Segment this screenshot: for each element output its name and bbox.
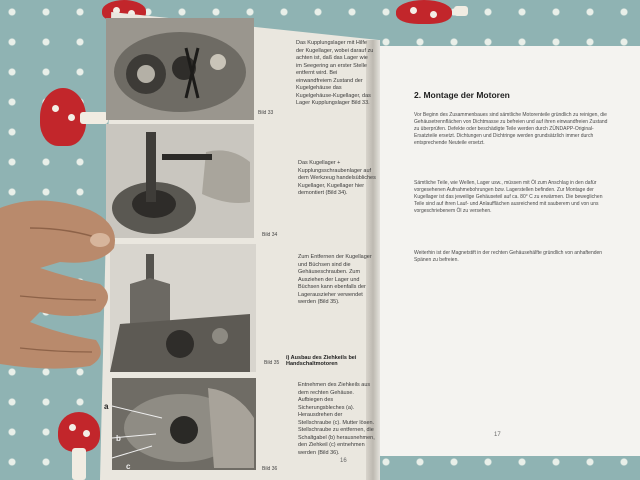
text-para-34: Das Kugellager + Kupplungsschraubenlager auf dem Werkzeug handelsübliches Kugellager, Kugellager hier demontiert (Bild 34). [298,160,376,196]
bearing-puller-image [110,244,256,372]
text-para-33: Das Kupplungslager mit Hilfe der Kugellager, wobei darauf zu achten ist, daß das Lager wie im Seegering an erster Stelle entfernt wird. Bei einwandfreiem Zustand der Kugelgehäuse das Kugelgehäuse-Kugellager, das Lager Kupplungslager Bild 33. [296,40,374,106]
page-number-right: 17 [494,432,501,438]
figure-35-photo [110,244,256,372]
label-b: b [116,434,121,443]
figure-33-photo [106,18,254,120]
figure-34-photo [106,124,254,238]
text-para-35: Zum Entfernen der Kugellager und Büchsen sind die Gehäuseschrauben. Zum Ausziehen der Lager und Büchsen kann ebenfalls der Lagerauszieher verwendet werden (Bild 35). [298,254,372,305]
text-para-36: Entnehmen des Ziehkeils aus dem rechten Gehäuse. Aufbiegen des Sicherungsbleches (a). Herausdrehen der Stellschraube (c). Mutter lösen. Stellschraube zu entfernen, die Schaltgabel (b) herausnehmen, den Ziehkeil (c) entnehmen werden (Bild 36). [298,382,375,456]
figure-36-photo [112,378,256,470]
label-a: a [104,402,109,411]
label-c: c [126,462,131,471]
caption-bild-33: Bild 33 [258,110,274,116]
right-para-3: Weiterhin ist der Magnetstift in der rechten Gehäusehälfte gründlich von anhaftenden Spänen zu befreien. [414,250,603,263]
mushroom-pattern-left [40,88,110,158]
caption-bild-34: Bild 34 [262,232,278,238]
engine-case-image [106,18,254,120]
page-number-left: 16 [340,458,347,464]
caption-bild-36: Bild 36 [262,466,278,472]
right-para-2: Sämtliche Teile, wie Wellen, Lager usw., müssen mit Öl zum Anschlag in den dafür vorgesehenen Aufnahmebohrungen bzw. Lagerstellen befinden. Zur Montage der Kugellager ist das jeweilige Gehäuseteil auf ca. 80° C zu erwärmen. Die beweglichen Teile sind auf ihren Lauf- und Anlaufflächen ausreichend mit sauberem und von uns vorgeschriebenem Öl zu versehen. [414,180,603,214]
right-para-1: Vor Beginn des Zusammenbaues sind sämtliche Motorenteile gründlich zu reinigen, die Gehäusetrennflächen von Dichtmasse zu befreien und auf ihren einwandfreien Zustand zu überprüfen. Defekte oder beschädigte Teile werden durch ZÜNDAPP-Original-Ersatzteile ersetzt. Dichtungen und Dichtringe werden grundsätzlich immer durch entsprechende Neuteile ersetzt. [414,112,608,146]
bearing-removal-image [106,124,254,238]
caption-bild-35: Bild 35 [264,360,280,366]
mushroom-pattern-top [396,0,466,30]
shift-wedge-image [112,378,256,470]
section-i-heading: i) Ausbau des Ziehkeils bei Handschaltmotoren [286,355,357,367]
hand-holding-book [0,188,128,388]
right-page-heading: 2. Montage der Motoren [414,90,510,100]
